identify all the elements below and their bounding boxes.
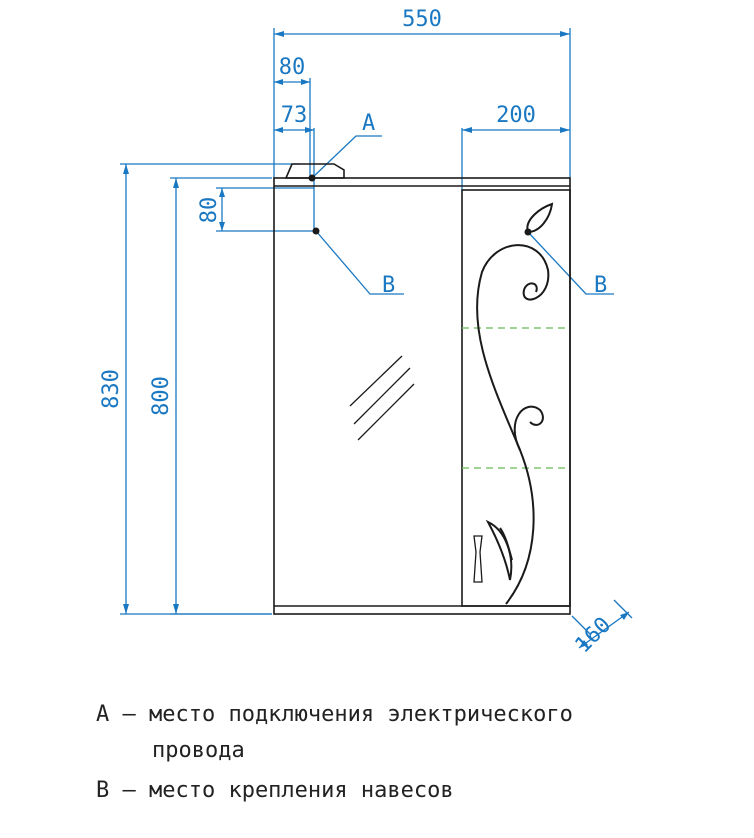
dim-depth: 160 — [570, 612, 617, 659]
shelves — [462, 328, 570, 468]
legend-line-b: B – место крепления навесов — [96, 778, 454, 803]
mirror-reflection — [350, 356, 414, 440]
dimension-arrows — [123, 31, 629, 648]
legend-line-a-cont: провода — [152, 738, 245, 763]
vine-decoration — [477, 204, 552, 604]
dim-vertical-offset: 80 — [197, 196, 222, 224]
dim-height-total: 830 — [99, 369, 124, 409]
mount-points — [309, 175, 532, 236]
door-handle — [474, 536, 482, 582]
dim-cabinet-width: 200 — [496, 103, 536, 128]
marker-b-left: B — [382, 273, 396, 298]
dim-overall-width: 550 — [402, 7, 442, 32]
marker-a: A — [362, 111, 376, 136]
legend-line-a: A – место подключения электрического — [96, 702, 573, 727]
marker-b-right: B — [594, 273, 608, 298]
dimension-lines — [120, 28, 632, 648]
dim-offset-outer: 80 — [278, 55, 306, 80]
dim-height-body: 800 — [149, 376, 174, 416]
dim-offset-inner: 73 — [280, 103, 308, 128]
